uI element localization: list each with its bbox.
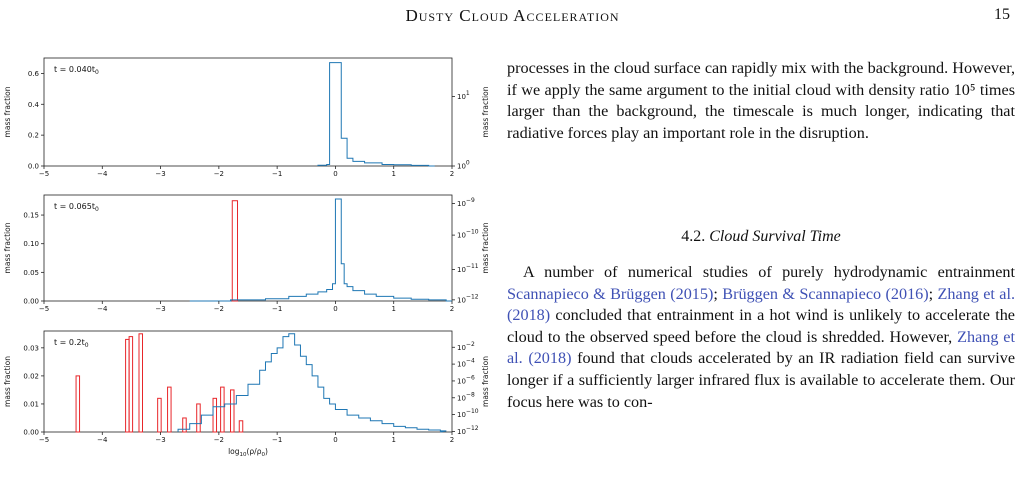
histogram-bar xyxy=(239,421,242,432)
histogram-bar xyxy=(231,390,234,432)
right-y-tick-label: 100 xyxy=(457,159,470,171)
x-tick-label: 1 xyxy=(391,305,396,313)
x-tick-label: −2 xyxy=(213,170,225,178)
histogram-bar xyxy=(126,339,129,432)
x-tick-label: 2 xyxy=(449,436,455,444)
x-axis-label: $\log_{10}(\rho/\rho_0)$ xyxy=(228,447,268,458)
right-y-axis-label: mass fraction xyxy=(481,356,490,407)
x-tick-label: 1 xyxy=(391,436,396,444)
x-tick-label: −3 xyxy=(155,436,166,444)
histogram-bar xyxy=(158,398,161,432)
right-y-tick-label: 10−10 xyxy=(457,228,479,240)
y-tick-label: 0.02 xyxy=(23,372,39,381)
right-y-tick-label: 10−4 xyxy=(457,357,475,369)
y-tick-label: 0.00 xyxy=(23,297,39,306)
x-tick-label: −5 xyxy=(38,436,50,444)
x-tick-label: −4 xyxy=(97,436,108,444)
page-number: 15 xyxy=(994,6,1010,23)
histogram-bar xyxy=(232,201,237,301)
right-y-axis-label: mass fraction xyxy=(481,86,490,138)
histogram-bar xyxy=(183,418,186,432)
histogram-bar xyxy=(213,398,216,432)
right-y-tick-label: 10−11 xyxy=(457,262,479,274)
x-tick-label: −3 xyxy=(155,305,166,313)
plot-frame xyxy=(44,58,452,166)
x-tick-label: −5 xyxy=(38,170,50,178)
y-tick-label: 0.05 xyxy=(23,268,39,277)
histogram-bar xyxy=(168,387,171,432)
citation-link[interactable]: Brüggen & Scannapieco (2016) xyxy=(722,284,929,303)
right-y-tick-label: 10−9 xyxy=(457,197,475,209)
y-axis-label: mass fraction xyxy=(3,222,12,274)
citation-separator: ; xyxy=(713,284,723,303)
x-tick-label: 2 xyxy=(449,170,455,178)
histogram-bar xyxy=(76,376,79,432)
plot-frame xyxy=(44,195,452,301)
panel-label: $t = 0.2t_0$ xyxy=(54,338,89,349)
x-tick-label: −1 xyxy=(271,170,283,178)
x-tick-label: 0 xyxy=(333,436,338,444)
y-tick-label: 0.00 xyxy=(23,428,39,437)
y-tick-label: 0.2 xyxy=(27,131,39,140)
y-axis-label: mass fraction xyxy=(3,356,12,407)
histogram-line xyxy=(318,63,435,166)
paragraph-2-text-c: found that clouds accelerated by an IR radiation field can survive longer if a sufficiently larger infrared flux is available to accelerate them. Our focus here was to con- xyxy=(507,349,1016,411)
y-tick-label: 0.01 xyxy=(23,400,39,409)
right-y-tick-label: 10−8 xyxy=(457,391,475,403)
panel-label: $t = 0.065t_0$ xyxy=(54,202,99,213)
histogram-bar xyxy=(139,334,142,432)
histogram-bar xyxy=(129,337,132,432)
panel-label: $t = 0.040t_0$ xyxy=(54,65,99,76)
x-tick-label: −2 xyxy=(213,436,225,444)
right-y-tick-label: 10−6 xyxy=(457,374,475,386)
y-tick-label: 0.0 xyxy=(27,162,39,171)
x-tick-label: −4 xyxy=(97,305,108,313)
x-tick-label: −4 xyxy=(97,170,108,178)
right-y-tick-label: 10−2 xyxy=(457,340,475,352)
histogram-bar xyxy=(221,387,224,432)
x-tick-label: 0 xyxy=(333,170,338,178)
x-tick-label: 2 xyxy=(449,305,455,313)
y-tick-label: 0.15 xyxy=(23,211,39,220)
right-y-tick-label: 10−12 xyxy=(457,424,479,436)
histogram-bar xyxy=(197,404,200,432)
y-tick-label: 0.6 xyxy=(27,69,39,78)
x-tick-label: −2 xyxy=(213,305,225,313)
y-tick-label: 0.03 xyxy=(23,344,39,353)
paragraph-2-text-b: concluded that entrainment in a hot wind is unlikely to accelerate the cloud to the observed speed before the cloud is shredded. However, xyxy=(507,306,1015,346)
section-title: Cloud Survival Time xyxy=(709,228,841,245)
right-y-tick-label: 101 xyxy=(457,90,470,102)
y-tick-label: 0.4 xyxy=(27,100,39,109)
figure-histograms xyxy=(0,0,505,483)
citation-link[interactable]: Zhang et al. (2018) xyxy=(507,284,1016,325)
right-y-axis-label: mass fraction xyxy=(481,222,490,274)
paragraph-2 xyxy=(507,262,1015,413)
x-tick-label: −5 xyxy=(38,305,50,313)
citation-link[interactable]: Scannapieco & Brüggen (2015) xyxy=(507,284,714,303)
plot-frame xyxy=(44,331,452,432)
paragraph-1-text: processes in the cloud surface can rapidly mix with the background. However, if we apply the same argument to the initial cloud with density ratio 10⁵ times larger than the background, the timescale is much longer, indicating that radiative forces play an important role in the disruption. xyxy=(507,59,1015,142)
x-tick-label: 1 xyxy=(391,170,396,178)
paragraph-2-text-a: A number of numerical studies of purely hydrodynamic entrainment xyxy=(523,263,1015,281)
histogram-line xyxy=(190,199,452,301)
x-tick-label: −1 xyxy=(271,305,283,313)
section-number: 4.2. xyxy=(681,228,706,245)
right-y-tick-label: 10−10 xyxy=(457,408,479,420)
x-tick-label: −1 xyxy=(271,436,283,444)
x-tick-label: −3 xyxy=(155,170,166,178)
citation-link[interactable]: Zhang et al. (2018) xyxy=(507,327,1015,368)
y-tick-label: 0.10 xyxy=(23,240,39,249)
y-axis-label: mass fraction xyxy=(3,86,12,138)
right-y-tick-label: 10−12 xyxy=(457,293,479,305)
x-tick-label: 0 xyxy=(333,305,338,313)
section-heading xyxy=(507,228,1015,246)
running-title: Dusty Cloud Acceleration xyxy=(405,6,620,25)
histogram-line xyxy=(178,334,446,432)
paragraph-1 xyxy=(507,58,1015,144)
citation-separator: ; xyxy=(928,284,938,303)
